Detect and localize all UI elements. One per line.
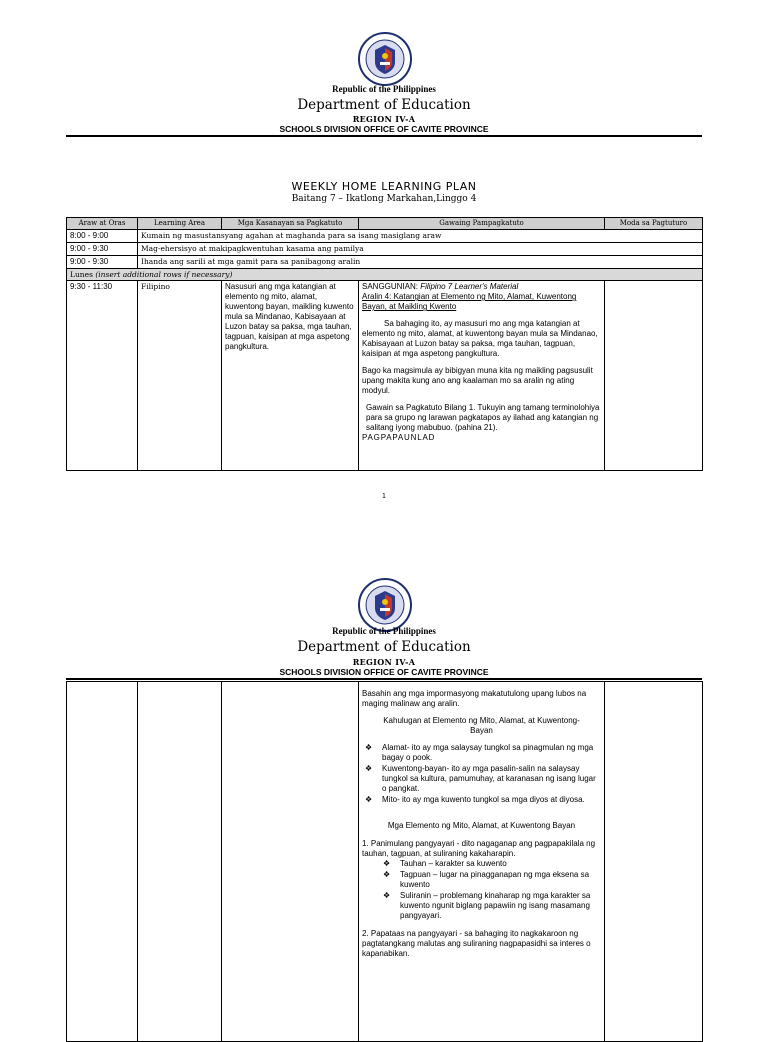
plan-title: WEEKLY HOME LEARNING PLAN [291, 180, 477, 193]
list-item [362, 764, 601, 794]
table-row [67, 230, 703, 243]
column-header: Gawaing Pampagkatuto [359, 218, 605, 230]
diamond-bullet-icon: ❖ [365, 795, 373, 804]
page-gap [0, 512, 768, 560]
pretest-paragraph: Bago ka magsimula ay bibigyan muna kita ng maikling pagsusulit upang makita kung ano ang kaalaman mo sa aralin ng ating modyul. [362, 366, 593, 396]
routine-cell: Kumain ng masustansyang agahan at maghanda para sa isang masiglang araw [138, 230, 703, 243]
list-item [380, 870, 601, 890]
modality-cell [605, 682, 703, 1042]
source-label: SANGGUNIAN: [362, 282, 421, 292]
intro-paragraph: Sa bahaging ito, ay masusuri mo ang mga katangian at elemento ng mito, alamat, at kuwentong bayan mula sa Mindanao, Kabisayaan at Luzon batay sa paksa, mga tauhan, tagpuan, kaisipan at mga aspetong pangkultura. [362, 319, 598, 359]
department-title: Department of Education [297, 639, 471, 655]
modality-cell [605, 281, 703, 471]
header-divider [66, 135, 702, 137]
competency-cell: Nasusuri ang mga katangian at elemento ng mito, alamat, kuwentong bayan, maikling kuwento mula sa Mindanao, Kabisayaan at Luzon batay sa paksa, mga tauhan, tagpuan, kaisipan at mga aspetong pangkultura. [222, 281, 359, 471]
time-cell: 9:00 - 9:30 [67, 243, 138, 256]
column-header: Araw at Oras [67, 218, 138, 230]
learning-area-cell [138, 682, 222, 1042]
page-number: 1 [382, 493, 386, 500]
definitions-heading: Kahulugan at Elemento ng Mito, Alamat, at Kuwentong-Bayan [383, 716, 580, 735]
day-label-cell [67, 269, 703, 281]
diamond-bullet-icon: ❖ [383, 891, 391, 900]
diamond-bullet-icon: ❖ [383, 870, 391, 879]
routine-cell: Ihanda ang sarili at mga gamit para sa panibagong aralin [138, 256, 703, 269]
routine-cell: Mag-ehersisyo at makipagkwentuhan kasama ang pamilya [138, 243, 703, 256]
division-line: SCHOOLS DIVISION OFFICE OF CAVITE PROVINCE [279, 667, 489, 677]
sub-elements-list [362, 859, 601, 921]
section-label: PAGPAPAUNLAD [362, 433, 436, 443]
day-row [67, 269, 703, 281]
learning-plan-table [66, 217, 703, 471]
activity-paragraph: Gawain sa Pagkatuto Bilang 1. Tukuyin ang tamang terminolohiya para sa grupo ng larawan pagkatapos ay ilahad ang katangian ng salitang iyong mabubuo. (pahina 21). [366, 403, 600, 433]
column-header: Moda sa Pagtuturo [605, 218, 703, 230]
document-page-2 [0, 560, 768, 1024]
region-line: REGION IV-A [352, 114, 416, 124]
definition-text: Alamat- ito ay mga salaysay tungkol sa pinagmulan ng mga bagay o pook. [382, 743, 594, 762]
column-header: Learning Area [138, 218, 222, 230]
source-line [362, 282, 601, 292]
learning-plan-table-continued [66, 681, 703, 1042]
header-divider [66, 678, 702, 680]
table-row [67, 682, 703, 1042]
republic-line: Republic of the Philippines [332, 84, 436, 94]
region-line: REGION IV-A [352, 657, 416, 667]
day-note: (insert additional rows if necessary) [95, 270, 233, 280]
time-cell: 8:00 - 9:00 [67, 230, 138, 243]
deped-seal-icon [358, 578, 412, 632]
plan-subtitle: Baitang 7 – Ikatlong Markahan,Linggo 4 [291, 194, 477, 204]
time-cell: 9:30 - 11:30 [67, 281, 138, 471]
element-2: 2. Papataas na pangyayari - sa bahaging ito nagkakaroon ng pagtatangkang malutas ang suliraning nagpapasidhi sa interes o kapanabikan. [362, 929, 591, 958]
list-item [380, 859, 601, 869]
lesson-row [67, 281, 703, 471]
table-row [67, 243, 703, 256]
column-header: Mga Kasanayan sa Pagkatuto [222, 218, 359, 230]
list-item [362, 795, 601, 805]
sub-element-text: Suliranin – problemang kinaharap ng mga karakter sa kuwento ngunit biglang papawiin ng isang masamang pangyayari. [400, 891, 591, 920]
definition-text: Kuwentong-bayan- ito ay mga pasalin-salin na salaysay tungkol sa kultura, pamumuhay, at karanasan ng isang lugar o pangkat. [382, 764, 596, 793]
aralin-title: Aralin 4: Katangian at Elemento ng Mito, Alamat, Kuwentong Bayan, at Maikling Kwento [362, 292, 577, 312]
definitions-list [362, 743, 601, 805]
deped-seal-icon [358, 32, 412, 86]
element-1: 1. Panimulang pangyayari - dito nagaganap ang pagpapakilala ng tauhan, tagpuan, at suliraning kakaharapin. [362, 839, 596, 858]
republic-line: Republic of the Philippines [332, 626, 436, 636]
elements-heading: Mga Elemento ng Mito, Alamat, at Kuwentong Bayan [387, 821, 576, 830]
table-header-row [67, 218, 703, 230]
diamond-bullet-icon: ❖ [383, 859, 391, 868]
list-item [380, 891, 601, 921]
sub-element-text: Tagpuan – lugar na pinagganapan ng mga eksena sa kuwento [400, 870, 590, 889]
learning-area-cell: Filipino [138, 281, 222, 471]
diamond-bullet-icon: ❖ [365, 743, 373, 752]
department-title: Department of Education [297, 97, 471, 113]
time-cell [67, 682, 138, 1042]
diamond-bullet-icon: ❖ [365, 764, 373, 773]
time-cell: 9:00 - 9:30 [67, 256, 138, 269]
table-row [67, 256, 703, 269]
competency-cell [222, 682, 359, 1042]
list-item [362, 743, 601, 763]
activity-cell [359, 281, 605, 471]
activity-cell [359, 682, 605, 1042]
definition-text: Mito- ito ay mga kuwento tungkol sa mga diyos at diyosa. [382, 795, 585, 804]
document-page-1 [0, 0, 768, 512]
sub-element-text: Tauhan – karakter sa kuwento [400, 859, 507, 868]
day-label: Lunes [70, 270, 93, 280]
intro-paragraph: Basahin ang mga impormasyong makatutulong upang lubos na maging malinaw ang aralin. [362, 689, 587, 708]
division-line: SCHOOLS DIVISION OFFICE OF CAVITE PROVINCE [279, 124, 489, 134]
source-title: Filipino 7 Learner's Material [420, 282, 519, 292]
